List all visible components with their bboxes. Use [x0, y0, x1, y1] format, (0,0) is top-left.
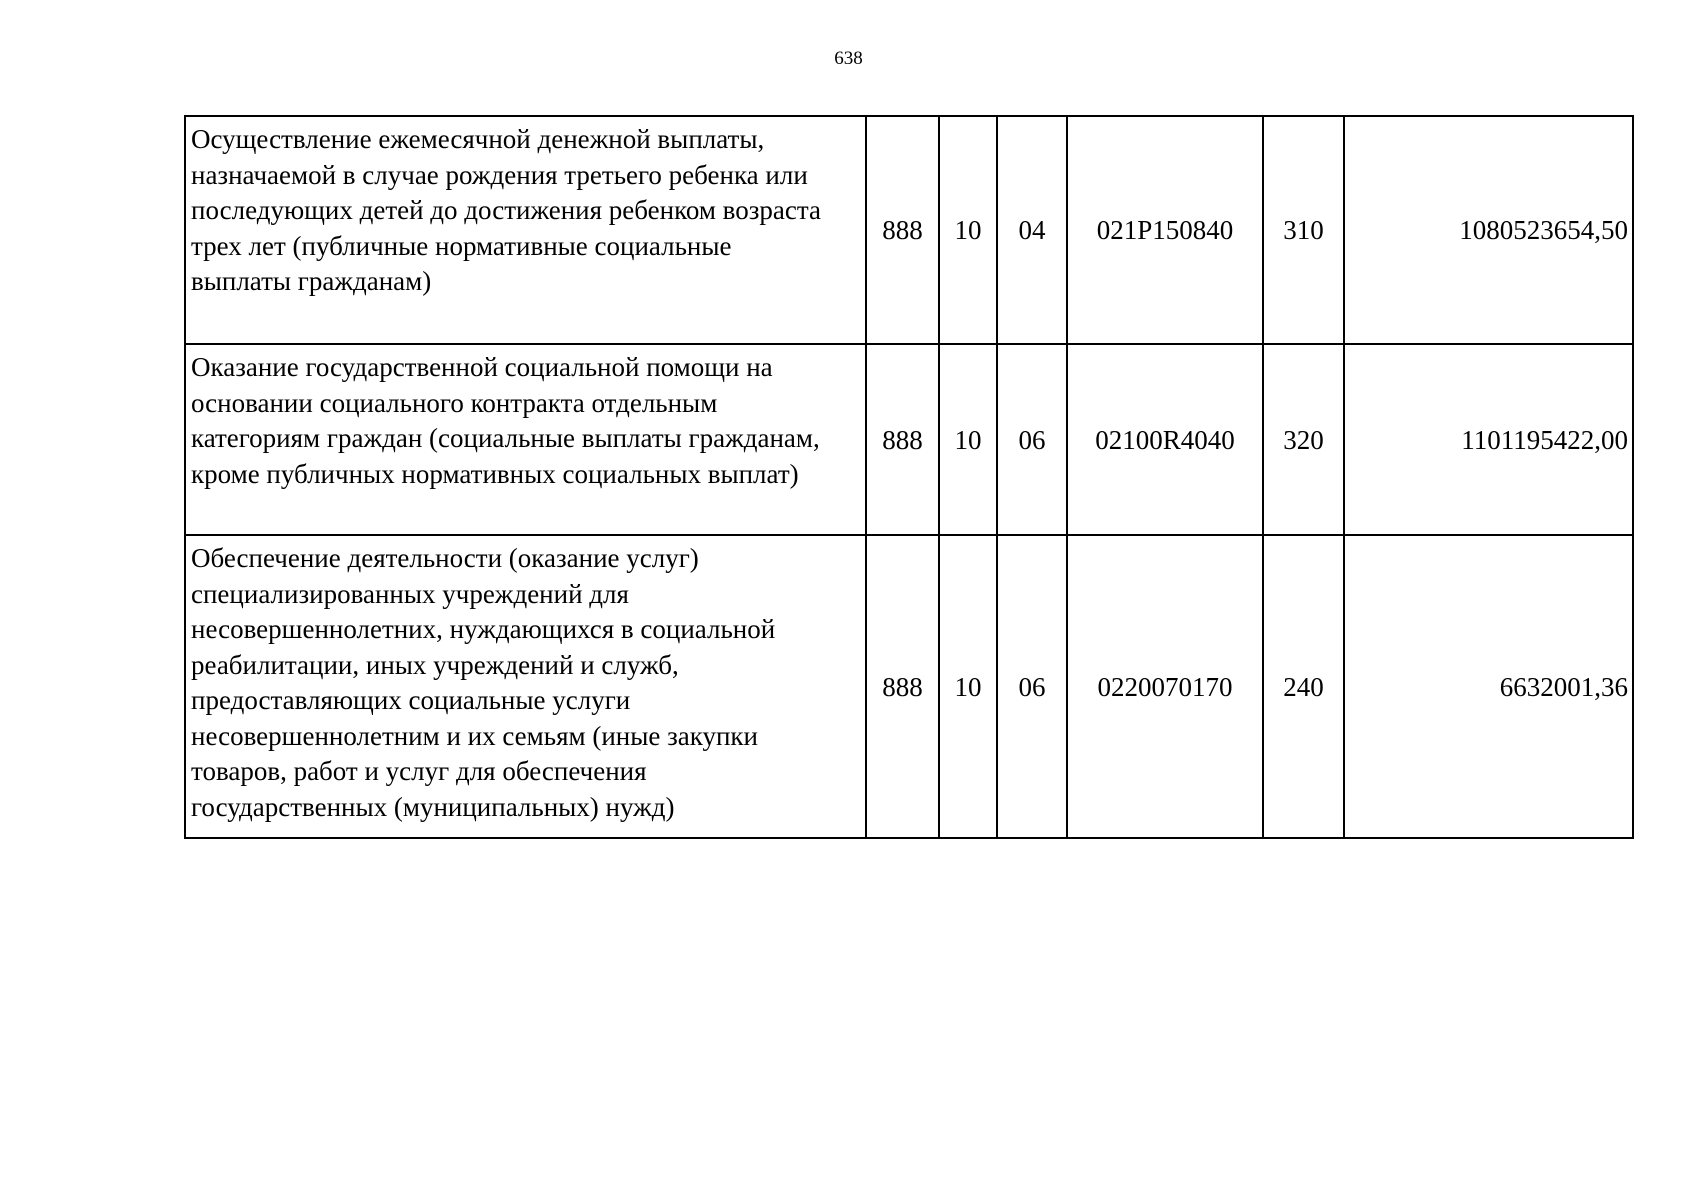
ministry-code: 888	[866, 535, 939, 838]
ministry-code: 888	[866, 116, 939, 344]
page-number: 638	[834, 48, 863, 69]
expense-type-code: 310	[1263, 116, 1344, 344]
target-article-code: 0220070170	[1067, 535, 1263, 838]
description-line: государственных (муниципальных) нужд)	[191, 791, 675, 822]
table-row	[185, 116, 1633, 344]
section-code: 10	[939, 116, 997, 344]
subsection-code: 06	[997, 535, 1067, 838]
table-row	[185, 535, 1633, 838]
row-description	[185, 344, 866, 535]
section-code: 10	[939, 535, 997, 838]
description-line: категориям граждан (социальные выплаты гражданам,	[191, 423, 820, 453]
expense-type-code: 240	[1263, 535, 1344, 838]
target-article-code: 021P150840	[1067, 116, 1263, 344]
ministry-code: 888	[866, 344, 939, 535]
description-line: несовершеннолетних, нуждающихся в социальной	[191, 614, 776, 644]
amount-value: 6632001,36	[1344, 535, 1633, 838]
description-line: товаров, работ и услуг для обеспечения	[191, 756, 647, 786]
expense-type-code: 320	[1263, 344, 1344, 535]
description-line: специализированных учреждений для	[191, 578, 629, 609]
description-line: выплаты гражданам)	[191, 266, 432, 296]
description-line: назначаемой в случае рождения третьего ребенка или	[191, 159, 808, 190]
description-line: основании социального контракта отдельным	[191, 387, 718, 418]
description-line: Обеспечение деятельности (оказание услуг)	[191, 543, 699, 573]
row-description	[185, 116, 866, 344]
description-line: несовершеннолетним и их семьям (иные закупки	[191, 720, 758, 751]
amount-value: 1101195422,00	[1344, 344, 1633, 535]
description-line: последующих детей до достижения ребенком возраста	[191, 195, 821, 225]
description-line: предоставляющих социальные услуги	[191, 685, 631, 715]
section-code: 10	[939, 344, 997, 535]
target-article-code: 02100R4040	[1067, 344, 1263, 535]
description-line: Осуществление ежемесячной денежной выплаты,	[191, 124, 765, 154]
description-line: кроме публичных нормативных социальных выплат)	[191, 458, 799, 489]
description-line: трех лет (публичные нормативные социальные	[191, 230, 732, 261]
row-description	[185, 535, 866, 838]
budget-table	[184, 115, 1634, 839]
amount-value: 1080523654,50	[1344, 116, 1633, 344]
subsection-code: 04	[997, 116, 1067, 344]
description-line: реабилитации, иных учреждений и служб,	[191, 649, 679, 680]
description-line: Оказание государственной социальной помощи на	[191, 352, 773, 382]
subsection-code: 06	[997, 344, 1067, 535]
table-row	[185, 344, 1633, 535]
